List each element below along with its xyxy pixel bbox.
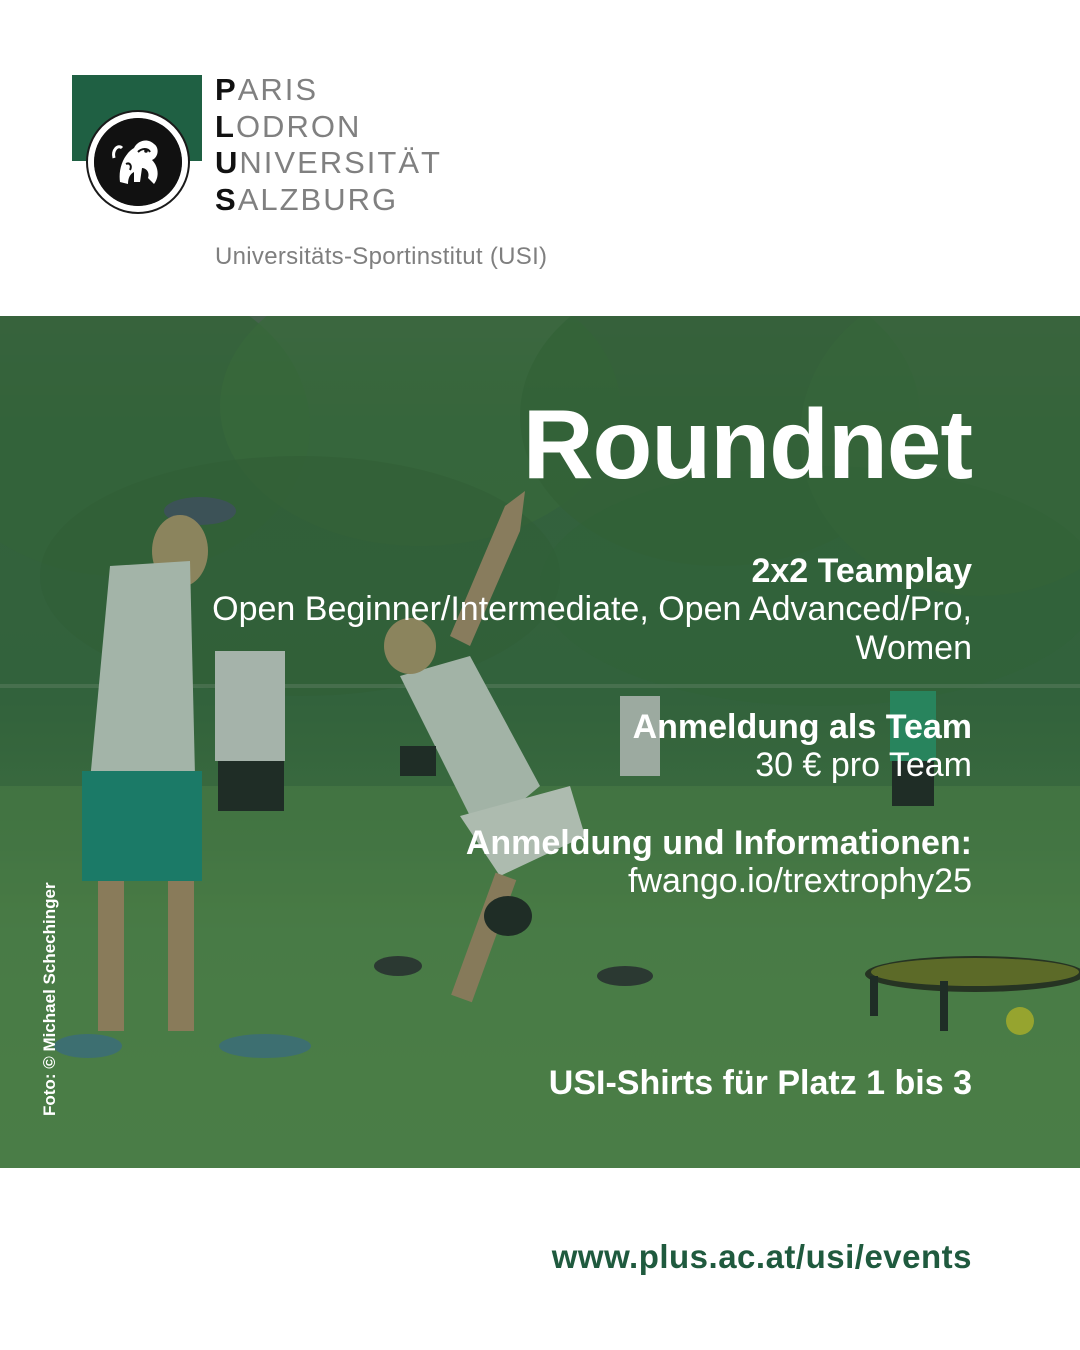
- format-section: [72, 552, 972, 668]
- lion-emblem-icon: [94, 118, 182, 206]
- event-photo: [0, 316, 1080, 1168]
- format-text-line2: Women: [855, 629, 972, 667]
- photo-credit: Foto: © Michael Schechinger: [40, 882, 59, 1116]
- registration-fee: 30 € pro Team: [755, 746, 972, 784]
- prize-text: USI-Shirts für Platz 1 bis 3: [548, 1064, 972, 1102]
- footer-url-link[interactable]: www.plus.ac.at/usi/events: [551, 1238, 972, 1275]
- university-wordmark: [215, 72, 442, 218]
- registration-section: [372, 708, 972, 785]
- format-text-line1: Open Beginner/Intermediate, Open Advanced/Pro,: [212, 590, 972, 628]
- info-link[interactable]: fwango.io/trextrophy25: [628, 862, 972, 900]
- format-heading: 2x2 Teamplay: [751, 552, 972, 590]
- wordmark-line-1: PARIS: [215, 72, 319, 107]
- wordmark-line-2: LODRON: [215, 108, 362, 144]
- info-heading: Anmeldung und Informationen:: [465, 824, 972, 862]
- registration-heading: Anmeldung als Team: [632, 708, 972, 746]
- institute-subtitle: Universitäts-Sportinstitut (USI): [215, 243, 548, 270]
- wordmark-line-3: UNIVERSITÄT: [215, 145, 442, 180]
- event-title: Roundnet: [522, 389, 972, 499]
- info-section: [272, 824, 972, 901]
- wordmark-line-4: SALZBURG: [215, 181, 399, 217]
- university-seal-logo: [86, 110, 190, 214]
